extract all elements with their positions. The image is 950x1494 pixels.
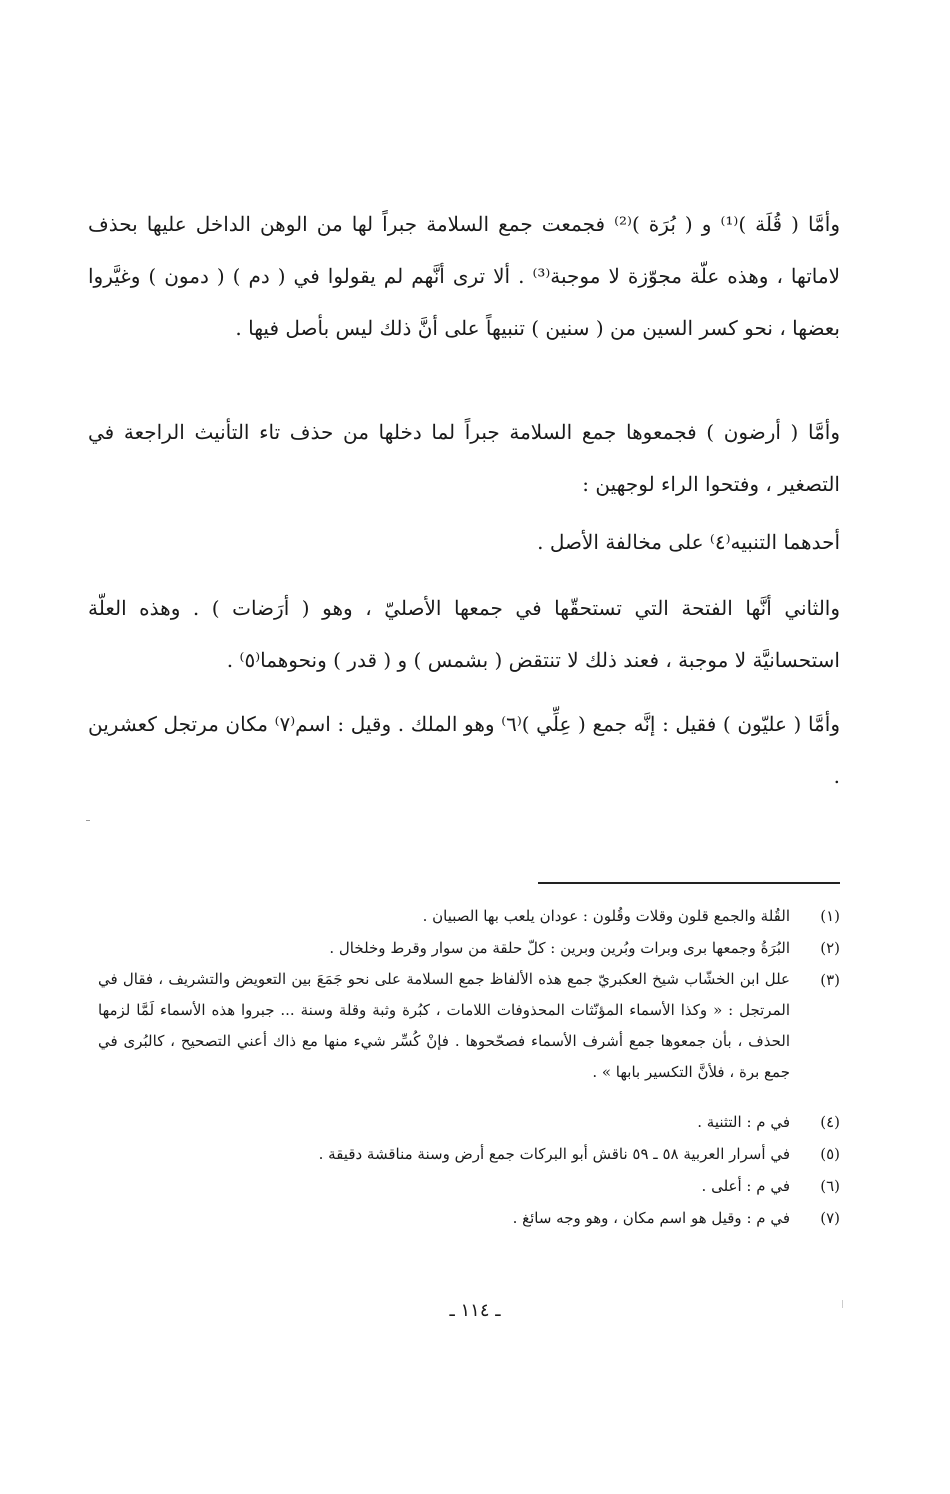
footnote-text: في م : أعلى . [701, 1177, 790, 1195]
footnote-number: (٦) [820, 1177, 840, 1195]
paragraph-illiyyun: وأمَّا ( عليّون ) فقيل : إنَّه جمع ( عِلِّي )⁽٦⁾ وهو الملك . وقيل : اسم⁽٧⁾ مكان مرتجل كعشرين . [88, 712, 840, 788]
main-text [88, 198, 840, 802]
footnote-4 [98, 1106, 840, 1138]
footnote-text: في م : التثنية . [697, 1113, 790, 1131]
footnote-gap [98, 1088, 840, 1106]
footnotes [98, 900, 840, 1234]
footnote-number: (٧) [820, 1209, 840, 1227]
paragraph-qula-bura: وأمَّا ( قُلَة )⁽¹⁾ و ( بُرَة )⁽²⁾ فجمعت جمع السلامة جبراً لها من الوهن الداخل عليها بحذف لاماتها ، وهذه علّة مجوّزة لا موجبة⁽³⁾ . ألا ترى أنَّهم لم يقولوا في ( دم ) ( دمون ) وغيَّروا بعضها ، نحو كسر السين من ( سنين ) تنبيهاً على أنَّ ذلك ليس بأصل فيها . [88, 212, 840, 340]
footnote-number: (٥) [820, 1145, 840, 1163]
footnote-5 [98, 1138, 840, 1170]
print-speck [86, 820, 90, 821]
footnote-text: في أسرار العربية ٥٨ ـ ٥٩ ناقش أبو البركات جمع أرض وسنة مناقشة دقيقة . [318, 1145, 790, 1163]
paragraph-second-reason: والثاني أنَّها الفتحة التي تستحقّها في جمعها الأصليّ ، وهو ( أرَضات ) . وهذه العلّة استحسانيَّة لا موجبة ، فعند ذلك لا تنتقض ( بشمس ) و ( قدر ) ونحوهما⁽٥⁾ . [88, 596, 840, 672]
page-number: ـ ١١٤ ـ [449, 1300, 501, 1321]
footnote-number: (٤) [820, 1113, 840, 1131]
footnote-text: في م : وقيل هو اسم مكان ، وهو وجه سائغ . [512, 1209, 790, 1227]
footnote-7 [98, 1202, 840, 1234]
paragraph-aradun: وأمَّا ( أرضون ) فجمعوها جمع السلامة جبراً لما دخلها من حذف تاء التأنيث الراجعة في التصغير ، وفتحوا الراء لوجهين : [88, 420, 840, 496]
footnote-text: علل ابن الخشّاب شيخ العكبريّ جمع هذه الألفاظ جمع السلامة على نحو جَمَعَ بين التعويض والتشريف ، فقال في المرتجل : « وكذا الأسماء المؤنّثات المحذوفات اللامات ، كبُرة وثبة وقلة وسنة ... جبروا هذه الأسماء لَمَّا لزمها الحذف ، بأن جمعوها جمع أشرف الأسماء فصحّحوها . فإنْ كُسِّر شيء منها مع ذاك أعني التصحيح ، كالبُرى في جمع برة ، فلأنَّ التكسير بابها » . [98, 970, 790, 1081]
footnote-text: البُرَةُ وجمعها برى وبرات وبُرين وبرين : كلّ حلقة من سوار وقرط وخلخال . [329, 939, 790, 957]
footnote-1 [98, 900, 840, 932]
footnote-number: (٣) [820, 971, 840, 989]
footnote-6 [98, 1170, 840, 1202]
footnote-separator [538, 882, 840, 884]
footnote-number: (٢) [820, 939, 840, 957]
footnote-text: القُلة والجمع قلون وقلات وقُلون : عودان يلعب بها الصبيان . [422, 907, 790, 925]
paragraph-first-reason: أحدهما التنبيه⁽٤⁾ على مخالفة الأصل . [537, 530, 840, 554]
footnote-number: (١) [820, 907, 840, 925]
footnote-3 [98, 964, 840, 1088]
footnote-2 [98, 932, 840, 964]
